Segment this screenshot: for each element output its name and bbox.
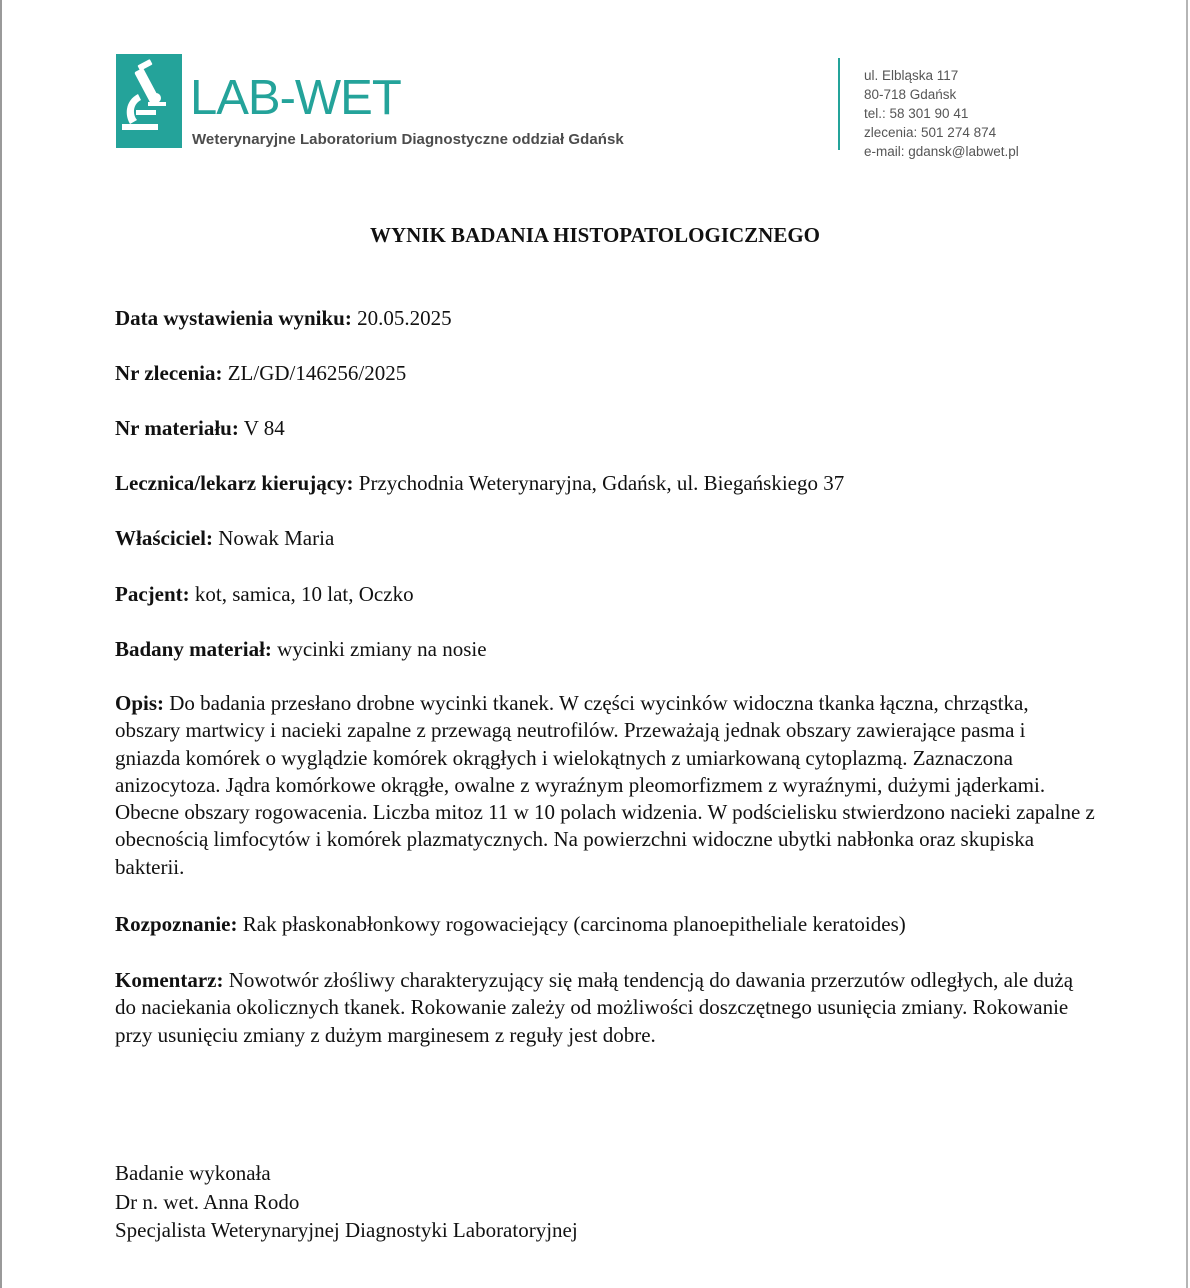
diagnosis-label: Rozpoznanie: xyxy=(115,912,238,936)
signature-name: Dr n. wet. Anna Rodo xyxy=(115,1189,300,1214)
page-right-edge xyxy=(1186,0,1188,1288)
address-email: e-mail: gdansk@labwet.pl xyxy=(864,144,1019,159)
field-owner-label: Właściciel: xyxy=(115,526,213,550)
signature-performed-by: Badanie wykonała xyxy=(115,1161,271,1185)
field-clinic-label: Lecznica/lekarz kierujący: xyxy=(115,471,354,495)
field-date-value: 20.05.2025 xyxy=(351,306,452,330)
address-street: ul. Elbląska 117 xyxy=(864,68,959,83)
description-paragraph xyxy=(115,690,1095,881)
address-city: 80-718 Gdańsk xyxy=(864,87,957,102)
field-material-label: Badany materiał: xyxy=(115,637,272,661)
field-date xyxy=(115,305,1075,332)
lab-address xyxy=(864,66,1019,161)
comment-paragraph xyxy=(115,967,1095,1049)
field-order-number-value: ZL/GD/146256/2025 xyxy=(222,361,407,385)
brand-subtitle: Weterynaryjne Laboratorium Diagnostyczne oddział Gdańsk xyxy=(192,131,624,148)
comment-label: Komentarz: xyxy=(115,968,224,992)
description-text: Do badania przesłano drobne wycinki tkanek. W części wycinków widoczna tkanka łączna, chrząstka, obszary martwicy i nacieki zapalne z przewagą neutrofilów. Przeważają jednak obszary zawierające pasma i gniazda komórek o wyglądzie komórek okrągłych i wielokątnych z umiarkowaną cytoplazmą. Zaznaczona anizocytoza. Jądra komórkowe okrągłe, owalne z wyraźnym pleomorfizmem z wyraźnymi, dużymi jąderkami. Obecne obszary rogowacenia. Liczba mitoz 11 w 10 polach widzenia. W podścielisku stwierdzono nacieki zapalne z obecnością limfocytów i komórek plazmatycznych. Na powierzchni widoczne ubytki nabłonka oraz skupiska bakterii. xyxy=(115,691,1095,879)
field-order-number-label: Nr zlecenia: xyxy=(115,361,223,385)
comment-text: Nowotwór złośliwy charakteryzujący się małą tendencją do dawania przerzutów odległych, ale dużą do naciekania okolicznych tkanek. Rokowanie zależy od możliwości doszczętnego usunięcia zmiany. Rokowanie przy usunięciu zmiany z dużym marginesem z reguły jest dobre. xyxy=(115,968,1074,1047)
field-owner-value: Nowak Maria xyxy=(212,526,335,550)
field-material-number-label: Nr materiału: xyxy=(115,416,239,440)
field-owner xyxy=(115,525,1075,552)
field-patient-label: Pacjent: xyxy=(115,582,190,606)
document-title: WYNIK BADANIA HISTOPATOLOGICZNEGO xyxy=(369,223,821,247)
diagnosis-text: Rak płaskonabłonkowy rogowaciejący (carcinoma planoepitheliale keratoides) xyxy=(237,912,906,936)
microscope-logo-icon xyxy=(116,54,182,148)
address-phone: tel.: 58 301 90 41 xyxy=(864,106,969,121)
field-material-value: wycinki zmiany na nosie xyxy=(271,637,487,661)
header-divider xyxy=(838,58,840,150)
field-material-number xyxy=(115,415,1075,442)
field-material xyxy=(115,636,1075,663)
field-material-number-value: V 84 xyxy=(238,416,285,440)
signature-block xyxy=(115,1159,578,1245)
signature-title: Specjalista Weterynaryjnej Diagnostyki Laboratoryjnej xyxy=(115,1218,578,1242)
field-clinic xyxy=(115,470,1075,497)
field-patient-value: kot, samica, 10 lat, Oczko xyxy=(189,582,414,606)
field-patient xyxy=(115,581,1075,608)
description-label: Opis: xyxy=(115,691,165,715)
diagnosis-paragraph xyxy=(115,911,1095,938)
page-left-edge xyxy=(0,0,2,1288)
field-clinic-value: Przychodnia Weterynaryjna, Gdańsk, ul. Biegańskiego 37 xyxy=(353,471,845,495)
brand-name: LAB-WET xyxy=(190,71,401,125)
field-date-label: Data wystawienia wyniku: xyxy=(115,306,352,330)
field-order-number xyxy=(115,360,1075,387)
address-orders: zlecenia: 501 274 874 xyxy=(864,125,997,140)
